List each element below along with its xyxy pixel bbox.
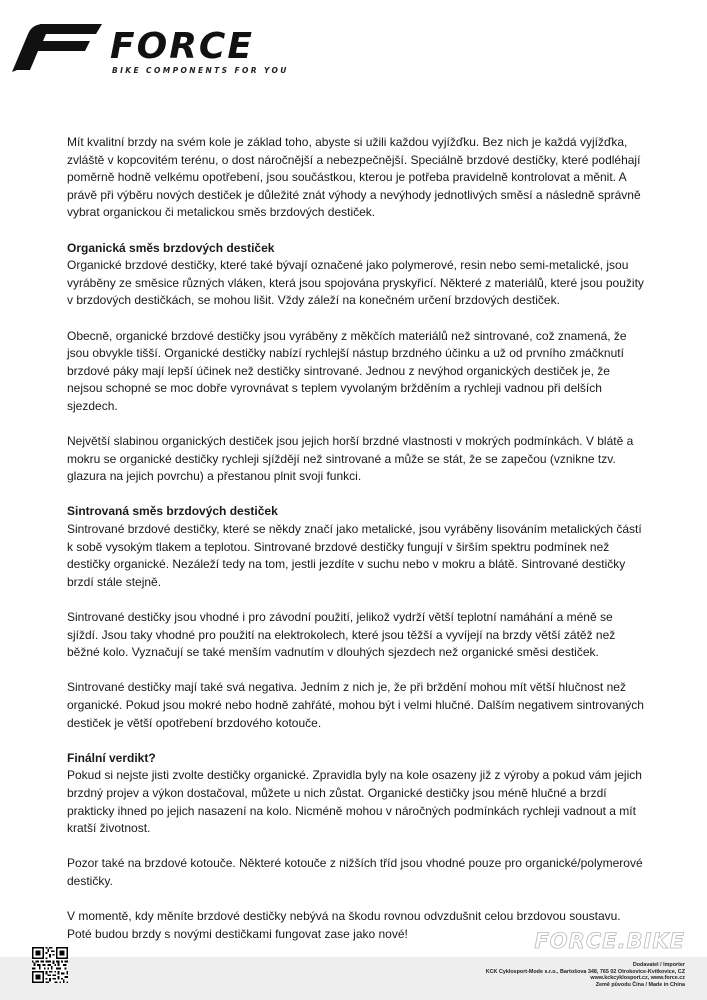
brand-tagline: BIKE COMPONENTS FOR YOU xyxy=(112,66,289,75)
sintered-paragraph-2: Sintrované destičky jsou vhodné i pro závodní použití, jelikož vydrží větší teplotní namáhání a méně se sjíždí. Jsou taky vhodné pro použití na elektrokolech, které jsou těžší a vyvíjejí na brzdy větší zátěž než běžné kolo. Vyznačují se také menším vadnutím v dlouhých sjezdech než organické směsi destiček. xyxy=(67,610,616,660)
verdict-heading: Finální verdikt? xyxy=(67,750,156,765)
verdict-paragraph-1: Pokud si nejste jisti zvolte destičky organické. Zpravidla byly na kole osazeny již z výroby a pokud vám jejich brzdný projev a výkon dostačoval, můžete u nich zůstat. Organické destičky jsou méně hlučné a brzdí prakticky ihned po jejich nasazení na kolo. Nicméně mohou v náročných podmínkách rychleji vadnout a mít kratší životnost. xyxy=(67,768,642,836)
sintered-paragraph-3: Sintrované destičky mají také svá negativa. Jedním z nich je, že při brždění mohou mít větší hlučnost než organické. Pokud jsou mokré nebo hodně zahřáté, mohou být i velmi hlučné. Dalším negativem sintrovaných destiček je větší opotřebení brzdového kotouče. xyxy=(67,680,644,730)
brand-name: FORCE xyxy=(110,26,254,67)
footer-watermark: FORCE.BIKE xyxy=(534,929,685,953)
importer-info xyxy=(486,962,685,988)
header xyxy=(0,0,707,95)
organic-paragraph-1: Organické brzdové destičky, které také bývají označené jako polymerové, resin nebo semi-metalické, jsou vyráběny ze směsice různých vláken, která jsou spojována pryskyřicí. Některé z materiálů, které jsou použity v brzdových destičkách, se mohou lišit. Vždy záleží na konečném určení brzdových destiček. xyxy=(67,258,644,308)
importer-address: KCK Cyklosport-Mode s.r.o., Bartošova 348, 765 02 Otrokovice-Kvítkovice, CZ xyxy=(485,968,685,975)
qr-code-icon[interactable] xyxy=(32,947,68,983)
sintered-heading: Sintrovaná směs brzdových destiček xyxy=(67,504,278,519)
organic-heading: Organická směs brzdových destiček xyxy=(67,240,275,255)
force-logo-icon xyxy=(10,22,106,79)
importer-title: Dodavatel / Importer xyxy=(632,962,685,968)
sintered-paragraph-1: Sintrované brzdové destičky, které se někdy značí jako metalické, jsou vyráběny lisováním metalických částí k sobě vysokým tlakem a teplotou. Sintrované brzdové destičky fungují v širším spektru podmínek než destičky organické. Nezáleží tedy na tom, jestli jezdíte v suchu nebo v mokru a blátě. Sintrované destičky brzdí stále stejně. xyxy=(67,522,642,589)
importer-origin: Země původu Čína / Made in China xyxy=(595,981,685,988)
verdict-paragraph-2: Pozor také na brzdové kotouče. Některé kotouče z nižších tříd jsou vhodné pouze pro organické/polymerové destičky. xyxy=(67,856,643,888)
intro-paragraph: Mít kvalitní brzdy na svém kole je základ toho, abyste si užili každou vyjížďku. Bez nich je každá vyjížďka, zvláště v kopcovitém terénu, o dost náročnější a nebezpečnější. Speciálně brzdové destičky, které podléhají poměrně hodně velkému opotřebení, jsou součástkou, kterou je potřeba pravidelně kontrolovat a měnit. A právě při výběru nových destiček je důležité znát výhody a nevýhody jednotlivých směsí a následně správně vybrat organickou či metalickou směs brzdových destiček. xyxy=(67,135,641,220)
article xyxy=(67,134,647,961)
importer-web[interactable]: www.kckcyklosport.cz, www.force.cz xyxy=(590,975,685,982)
organic-paragraph-2: Obecně, organické brzdové destičky jsou vyráběny z měkčích materiálů než sintrované, což znamená, že jsou obvykle tišší. Organické destičky nabízí rychlejší nástup brzdného účinku a už od prvního zmáčknutí brzdové páky mají lepší účinek než destičky sintrované. Jednou z nevýhod organických destiček je, že nejsou schopné se moc dobře vyrovnávat s teplem vyvolaným bržděním a rychleji vadnou při delších sjezdech. xyxy=(67,328,627,413)
verdict-paragraph-3: V momentě, kdy měníte brzdové destičky nebývá na škodu rovnou odvzdušnit celou brzdovou soustavu. Poté budou brzdy s novými destičkami fungovat zase jako nové! xyxy=(67,909,621,941)
organic-paragraph-3: Největší slabinou organických destiček jsou jejich horší brzdné vlastnosti v mokrých podmínkách. V blátě a mokru se organické destičky rychleji sjíždějí než sintrované a může se stát, že se zapečou (vznikne tzv. glazura na jejich povrchu) a přestanou plnit svoji funkci. xyxy=(67,434,634,484)
